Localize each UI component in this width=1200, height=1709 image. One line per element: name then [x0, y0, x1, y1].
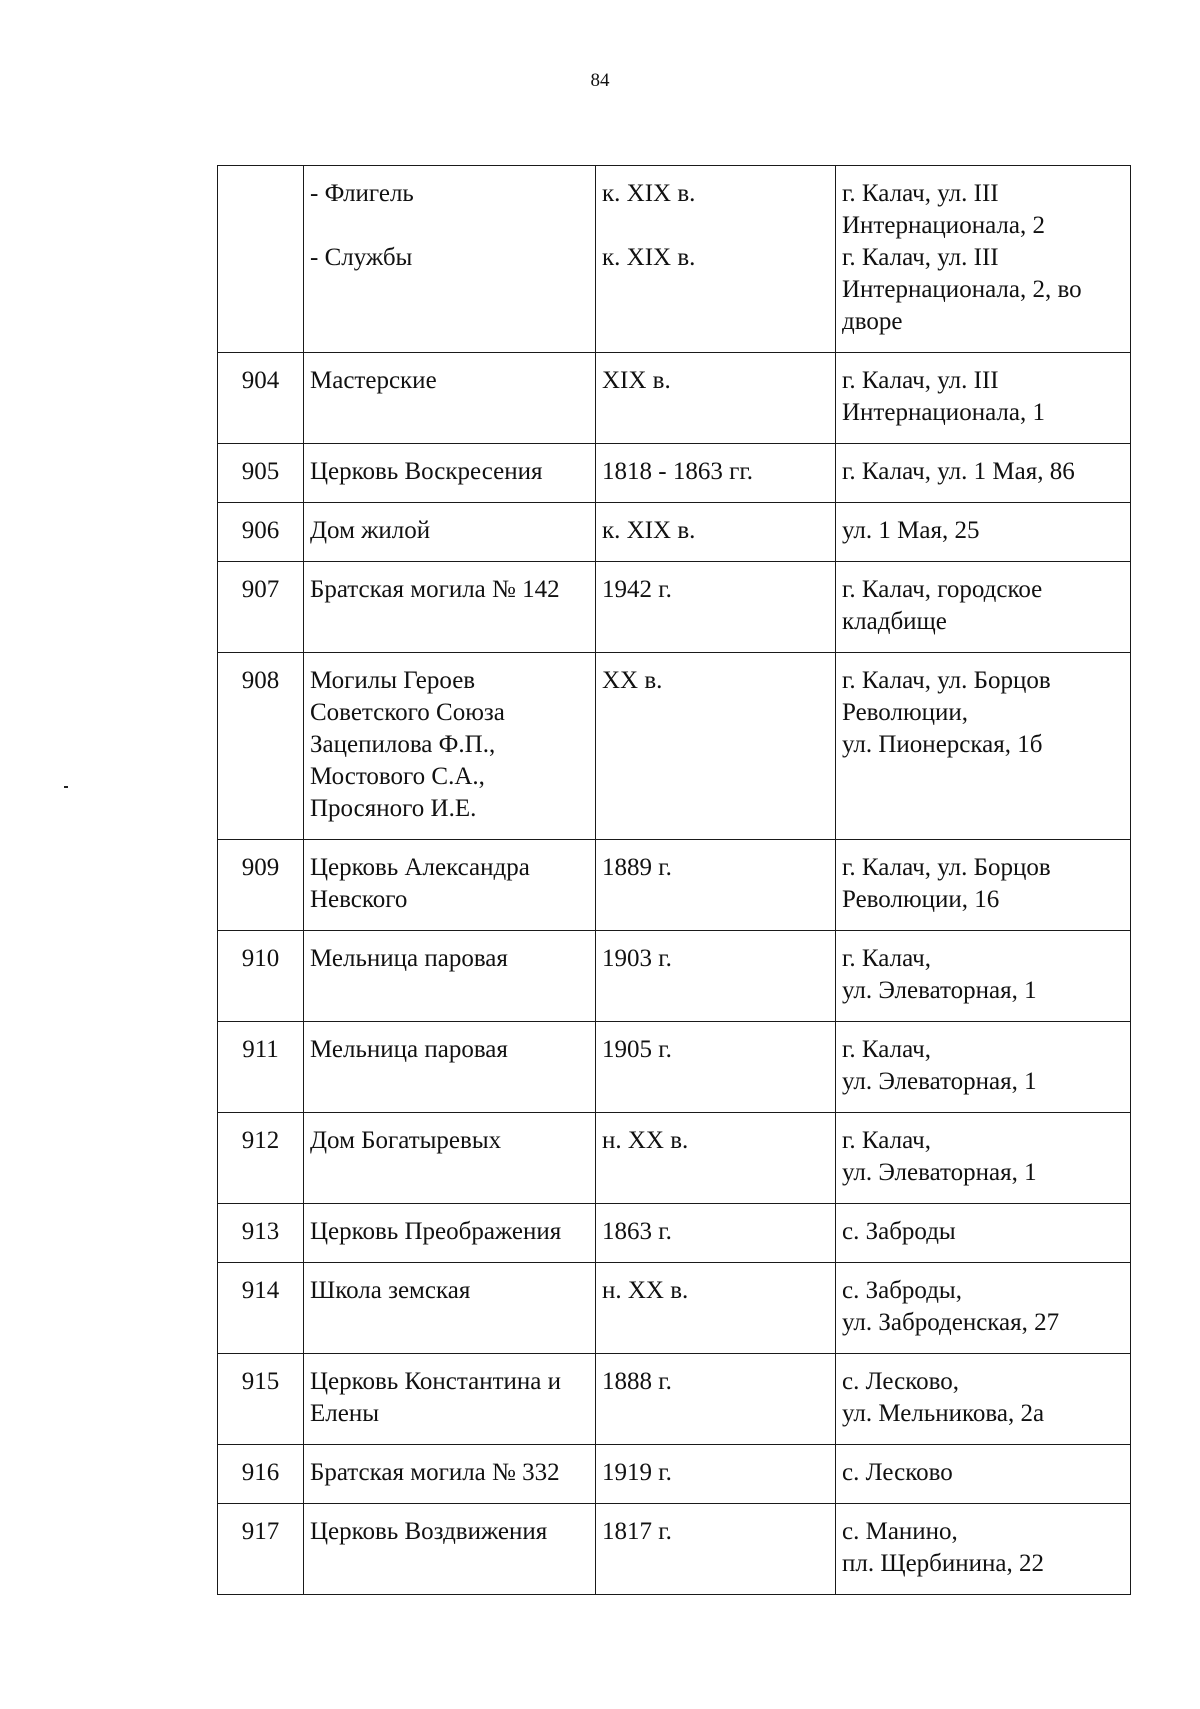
heritage-registry-table [217, 165, 1131, 1595]
table-row [218, 840, 1131, 931]
object-date: к. XIX в. [602, 180, 696, 207]
table-row [218, 1354, 1131, 1445]
date-cell [596, 166, 836, 353]
date-cell: н. XX в. [596, 1113, 836, 1204]
object-name-cell: Могилы Героев Советского Союза Зацепилова Ф.П., Мостового С.А., Просяного И.Е. [304, 653, 596, 840]
object-name-cell [304, 166, 596, 353]
row-number-cell: 907 [218, 562, 304, 653]
address-cell: г. Калач, ул. Элеваторная, 1 [836, 931, 1131, 1022]
date-cell: 1903 г. [596, 931, 836, 1022]
table-row [218, 1263, 1131, 1354]
object-name-cell: Братская могила № 142 [304, 562, 596, 653]
table-row [218, 653, 1131, 840]
date-cell: н. XX в. [596, 1263, 836, 1354]
object-name-cell: Мельница паровая [304, 1022, 596, 1113]
table-row [218, 444, 1131, 503]
object-date: к. XIX в. [602, 244, 696, 271]
row-number-cell: 904 [218, 353, 304, 444]
address-cell: ул. 1 Мая, 25 [836, 503, 1131, 562]
date-cell: XIX в. [596, 353, 836, 444]
address-cell: г. Калач, ул. Элеваторная, 1 [836, 1113, 1131, 1204]
date-cell: к. XIX в. [596, 503, 836, 562]
object-name-cell: Мастерские [304, 353, 596, 444]
row-number-cell: 910 [218, 931, 304, 1022]
address-cell: г. Калач, ул. 1 Мая, 86 [836, 444, 1131, 503]
object-name: - Службы [310, 244, 413, 271]
object-name-cell: Церковь Александра Невского [304, 840, 596, 931]
page-number: 84 [590, 70, 610, 91]
address-cell: г. Калач, ул. III Интернационала, 1 [836, 353, 1131, 444]
object-name-cell: Церковь Воздвижения [304, 1504, 596, 1595]
row-number-cell: 905 [218, 444, 304, 503]
row-number-cell: 906 [218, 503, 304, 562]
address-cell: г. Калач, городское кладбище [836, 562, 1131, 653]
object-name-cell: Церковь Константина и Елены [304, 1354, 596, 1445]
table-row [218, 562, 1131, 653]
address-cell [836, 166, 1131, 353]
object-name-cell: Мельница паровая [304, 931, 596, 1022]
row-number-cell: 913 [218, 1204, 304, 1263]
table-row [218, 166, 1131, 353]
object-name-cell: Церковь Преображения [304, 1204, 596, 1263]
object-name-cell: Дом Богатыревых [304, 1113, 596, 1204]
object-name-cell: Дом жилой [304, 503, 596, 562]
object-name-cell: Школа земская [304, 1263, 596, 1354]
table-row [218, 353, 1131, 444]
table-row [218, 931, 1131, 1022]
row-number-cell: 912 [218, 1113, 304, 1204]
object-name: - Флигель [310, 180, 414, 207]
row-number-cell: 917 [218, 1504, 304, 1595]
address-cell: с. Манино, пл. Щербинина, 22 [836, 1504, 1131, 1595]
row-number-cell [218, 166, 304, 353]
date-cell: XX в. [596, 653, 836, 840]
object-address: г. Калач, ул. III Интернационала, 2 [842, 180, 1045, 239]
address-cell: г. Калач, ул. Борцов Революции, 16 [836, 840, 1131, 931]
table-row [218, 1204, 1131, 1263]
scan-mark [64, 786, 68, 788]
address-cell: с. Заброды, ул. Заброденская, 27 [836, 1263, 1131, 1354]
spacer [310, 210, 589, 242]
registry-table-body [218, 166, 1131, 1595]
row-number-cell: 908 [218, 653, 304, 840]
row-number-cell: 915 [218, 1354, 304, 1445]
table-row [218, 1113, 1131, 1204]
spacer [602, 210, 829, 242]
row-number-cell: 916 [218, 1445, 304, 1504]
address-cell: с. Лесково, ул. Мельникова, 2а [836, 1354, 1131, 1445]
row-number-cell: 914 [218, 1263, 304, 1354]
address-cell: с. Лесково [836, 1445, 1131, 1504]
date-cell: 1942 г. [596, 562, 836, 653]
address-cell: г. Калач, ул. Борцов Революции, ул. Пионерская, 1б [836, 653, 1131, 840]
table-row [218, 1504, 1131, 1595]
address-cell: г. Калач, ул. Элеваторная, 1 [836, 1022, 1131, 1113]
object-name-cell: Церковь Воскресения [304, 444, 596, 503]
row-number-cell: 911 [218, 1022, 304, 1113]
table-row [218, 1022, 1131, 1113]
date-cell: 1817 г. [596, 1504, 836, 1595]
date-cell: 1863 г. [596, 1204, 836, 1263]
table-row [218, 503, 1131, 562]
object-address: г. Калач, ул. III Интернационала, 2, во дворе [842, 244, 1082, 335]
address-cell: с. Заброды [836, 1204, 1131, 1263]
object-name-cell: Братская могила № 332 [304, 1445, 596, 1504]
date-cell: 1889 г. [596, 840, 836, 931]
date-cell: 1888 г. [596, 1354, 836, 1445]
table-row [218, 1445, 1131, 1504]
date-cell: 1905 г. [596, 1022, 836, 1113]
date-cell: 1818 - 1863 гг. [596, 444, 836, 503]
date-cell: 1919 г. [596, 1445, 836, 1504]
row-number-cell: 909 [218, 840, 304, 931]
